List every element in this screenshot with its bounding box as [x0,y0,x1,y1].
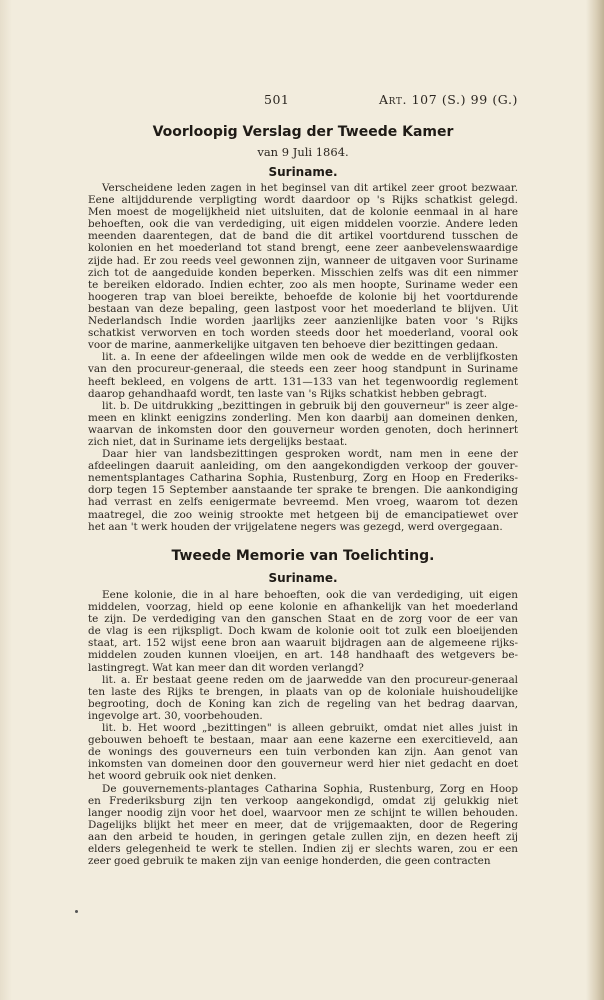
page-edge [586,0,604,1000]
text-line: waarvan de inkomsten door den gouverneur worden genoten, doch herinnert [88,423,518,436]
text-line: Verscheidene leden zagen in het beginsel van dit artikel zeer groot bezwaar. [102,182,518,194]
text-line: Dagelijks blijkt het meer en meer, dat de vrijgemaakten, door de Regering [88,818,518,831]
text-line: begrooting, doch de Koning kan zich de regeling van het bedrag daarvan, [88,697,518,710]
text-line: gebouwen behoeft te bestaan, maar aan eene kazerne een exercitieveld, aan [88,734,518,747]
page-number: 501 [264,92,290,107]
article-reference: Art. 107 (S.) 99 (G.) [379,92,518,107]
text-line: langer noodig zijn voor het doel, waarvoor men ze schijnt te willen behouden. [88,806,518,819]
text-line: zich tot de aangeduide konden beperken. Misschien zelfs was dit een nimmer [88,266,518,279]
text-line: aan den arbeid te houden, in geringen getale zullen zijn, en dezen heeft zij [88,830,518,843]
text-line: Men moest de mogelijkheid niet uitsluiten, dat de kolonie eenmaal in al hare [88,206,518,219]
text-line: zich niet, dat in Suriname iets dergelijks bestaat. [88,435,348,448]
text-line: De gouvernements-plantages Catharina Sophia, Rustenburg, Zorg en Hoop [102,782,518,795]
report-section-heading: Suriname. [268,165,338,179]
text-line: ten laste des Rijks te brengen, in plaats van op de koloniale huishoudelijke [88,685,518,698]
report-title: Voorloopig Verslag der Tweede Kamer [152,124,454,140]
text-line: Eene kolonie, die in al hare behoeften, ook die van verdediging, uit eigen [102,589,518,601]
text-line: schatkist verworven en toch worden steeds door het moederland, vooral ook [88,327,518,340]
text-line: het aan 't werk houden der vrijgelatene negers was gezegd, werd overgegaan. [88,520,503,533]
page-gutter [0,0,12,1000]
text-line: ingevolge art. 30, voorbehouden. [88,709,263,722]
text-line: heeft bekleed, en volgens de artt. 131—133 van het tegenwoordig reglement [88,375,518,388]
report-date: van 9 Juli 1864. [257,145,349,159]
text-line: lastingregt. Wat kan meer dan dit worden verlangd? [88,661,364,674]
text-line: lit. a. Er bestaat geene reden om de jaarwedde van den procureur-generaal [102,673,518,686]
text-line: van den procureur-generaal, die steeds een zeer hoog standpunt in Suriname [88,363,518,376]
report-body [88,182,518,533]
text-line: de wonings des gouverneurs een tuin verbonden kan zijn. Aan genot van [88,746,518,759]
text-line: het woord gebruik ook niet denken. [88,770,277,783]
text-line: Eene altijddurende verpligting wordt daardoor op 's Rijks schatkist gelegd. [88,194,518,207]
text-line: Daar hier van landsbezittingen gesproken wordt, nam men in eene der [102,448,518,461]
text-line: elders gelegenheid te werk te stellen. Indien zij er slechts waren, zou er een [88,842,518,855]
text-line: afdeelingen daaruit aanleiding, om den aangekondigden verkoop der gouver- [88,460,518,473]
ink-speck [75,910,78,913]
text-line: had verrast en zelfs eenigermate bevreemd. Men vroeg, waarom tot dezen [88,496,518,509]
text-line: en Frederiksburg zijn ten verkoop aangekondigd, omdat zij gelukkig niet [88,794,518,807]
text-line: nementsplantages Catharina Sophia, Rustenburg, Zorg en Hoop en Frederiks- [88,472,518,485]
text-line: meen en klinkt eenigzins zonderling. Men kon daarbij aan domeinen denken, [88,411,518,424]
text-line: daarop gehandhaafd wordt, ten laste van 's Rijks schatkist hebben gebragt. [88,387,488,400]
text-line: middelen, voorzag, hield op eene kolonie en afhankelijk van het moederland [88,601,518,614]
memorie-body [88,589,518,867]
text-line: Nederlandsch Indie worden jaarlijks zeer aanzienlijke baten voor 's Rijks [88,315,518,328]
text-line: meenden daarentegen, dat de band die dit artikel voortdurend tusschen de [88,230,518,243]
text-line: lit. b. Het woord „bezittingen" is alleen gebruikt, omdat niet alles juist in [102,722,518,735]
text-line: hoogeren trap van bloei bereikte, behoefde de kolonie bij het voortdurende [88,290,518,303]
text-line: de vlag is een rijkspligt. Doch kwam de kolonie ooit tot zulk een bloeijenden [88,625,518,638]
memorie-title: Tweede Memorie van Toelichting. [171,548,435,564]
running-header [88,92,518,108]
text-line: bestaan van deze bepaling, geen lastpost voor het moederland te blijven. Uit [88,302,518,315]
text-line: staat, art. 152 wijst eene bron aan waaruit bijdragen aan de algemeene rijks- [88,637,518,650]
text-line: behoeften, ook die van verdediging, uit eigen middelen voorzie. Andere leden [88,218,518,231]
text-line: lit. a. In eene der afdeelingen wilde men ook de wedde en de verblijfkosten [102,351,518,364]
text-line: middelen zouden kunnen vloeijen, en art. 148 handhaaft des wetgevers be- [88,649,518,662]
text-line: te zijn. De verdediging van den ganschen Staat en de zorg voor de eer van [88,613,518,626]
text-line: voor de marine, aanmerkelijke uitgaven ten behoeve dier bezittingen gedaan. [88,339,499,352]
text-line: kolonien en het moederland tot stand brengt, eene zeer aanbevelenswaardige [88,242,518,255]
memorie-section-heading: Suriname. [268,571,338,585]
text-line: dorp tegen 15 September aanstaande ter sprake te brengen. Die aankondiging [88,484,518,497]
text-line: inkomsten van domeinen door den gouverneur werd hier niet gedacht en doet [88,758,518,771]
text-line: te bereiken eldorado. Indien echter, zoo als men hoopte, Suriname weder een [88,278,518,291]
text-line: maatregel, die zoo weinig strookte met hetgeen bij de emancipatiewet over [88,508,518,521]
text-line: zijde had. Er zou reeds veel gewonnen zijn, wanneer de uitgaven voor Suriname [88,254,518,267]
text-line: lit. b. De uitdrukking „bezittingen in gebruik bij den gouverneur" is zeer alge- [102,399,518,412]
text-line: zeer goed gebruik te maken zijn van eenige honderden, die geen contracten [88,855,491,868]
